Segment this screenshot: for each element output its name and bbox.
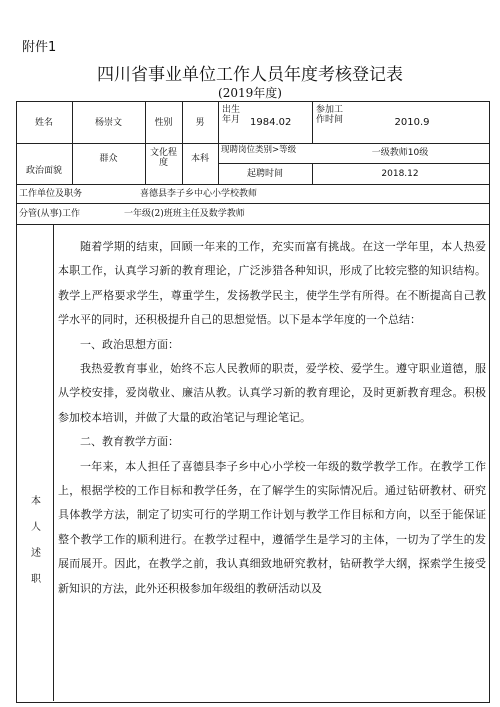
hire-time-label: 起聘时间: [246, 169, 283, 179]
annex-label: 附件1: [22, 40, 57, 55]
post-label: 现聘岗位类别>等级: [221, 145, 297, 155]
form-title: 四川省事业单位工作人员年度考核登记表: [97, 65, 403, 85]
political-value: 群众: [99, 154, 118, 164]
education-label: 文化程 度: [149, 148, 177, 168]
row-divider: [16, 203, 489, 204]
duty-value: 一年级(2)班班主任及数学教师: [124, 209, 245, 219]
unit-value: 喜德县李子乡中心小学校教师: [140, 189, 258, 199]
section-heading-teaching: 二、教育教学方面：: [80, 435, 179, 449]
self-desc-char: 本: [31, 496, 41, 507]
gender-value: 男: [195, 118, 205, 128]
duty-label: 分管(从事)工作: [19, 209, 81, 219]
self-description: [58, 235, 486, 601]
row-divider: [16, 224, 489, 225]
work-start-value: 2010.9: [394, 117, 430, 128]
row-divider: [218, 163, 489, 164]
paragraph-teaching: 一年来，本人担任了喜德县李子乡中心小学校一年级的数学教学工作。在教学工作上，根据学校的工作目标和教学任务，在了解学生的实际情况后。通过钻研教材、研究具体教学方法，制定了切实可行的学期工作计划与教学工作目标和方向，以至于能保证整个教学工作的顺利进行。在教学过程中，遵循学生是学习的主体，一切为了学生的发展而展开。因此，在教学之前，我认真细致地研究教材，钻研教学大纲，探索学生接受新知识的方法，此外还积极参加年级组的教研活动以及: [58, 459, 486, 595]
col-divider: [145, 101, 146, 184]
self-desc-char: 人: [31, 522, 41, 533]
unit-label: 工作单位及职务: [19, 189, 83, 199]
education-value: 本科: [190, 154, 209, 164]
name-value: 杨崇文: [94, 118, 122, 128]
form-year: (2019年度): [218, 86, 282, 100]
political-label: 政治面貌: [25, 166, 62, 176]
post-value: 一级教师10级: [371, 148, 429, 158]
section-heading-political: 一、政治思想方面：: [80, 337, 179, 351]
row-divider: [16, 184, 489, 185]
paragraph-political: 我热爱教育事业，始终不忘人民教师的职责，爱学校、爱学生。遵守职业道德，服从学校安排，爱岗敬业、廉洁从教。认真学习新的教育理论，及时更新教育理念。积极参加校本培训，并做了大量的政治笔记与理论笔记。: [58, 362, 486, 424]
row-divider: [16, 143, 489, 144]
self-desc-char: 述: [31, 548, 41, 559]
birth-value: 1984.02: [250, 117, 292, 128]
self-desc-char: 职: [31, 574, 41, 585]
hire-time-value: 2018.12: [381, 169, 419, 179]
gender-label: 性别: [154, 118, 173, 128]
col-divider: [312, 101, 313, 143]
col-divider: [182, 101, 183, 184]
birth-label: 出生 年月: [222, 105, 241, 125]
work-start-label: 参加工 作时间: [316, 105, 344, 125]
col-divider: [53, 224, 54, 701]
paragraph-intro: 随着学期的结束，回顾一年来的工作，充实而富有挑战。在这一学年里，本人热爱本职工作，认真学习新的教育理论，广泛涉猎各种知识，形成了比较完整的知识结构。教学上严格要求学生，尊重学生，发扬教学民主，使学生学有所得。在不断提高自己教学水平的同时，还积极提升自己的思想觉悟。以下是本学年度的一个总结：: [58, 240, 486, 327]
name-label: 姓名: [34, 118, 53, 128]
col-divider: [72, 101, 73, 184]
